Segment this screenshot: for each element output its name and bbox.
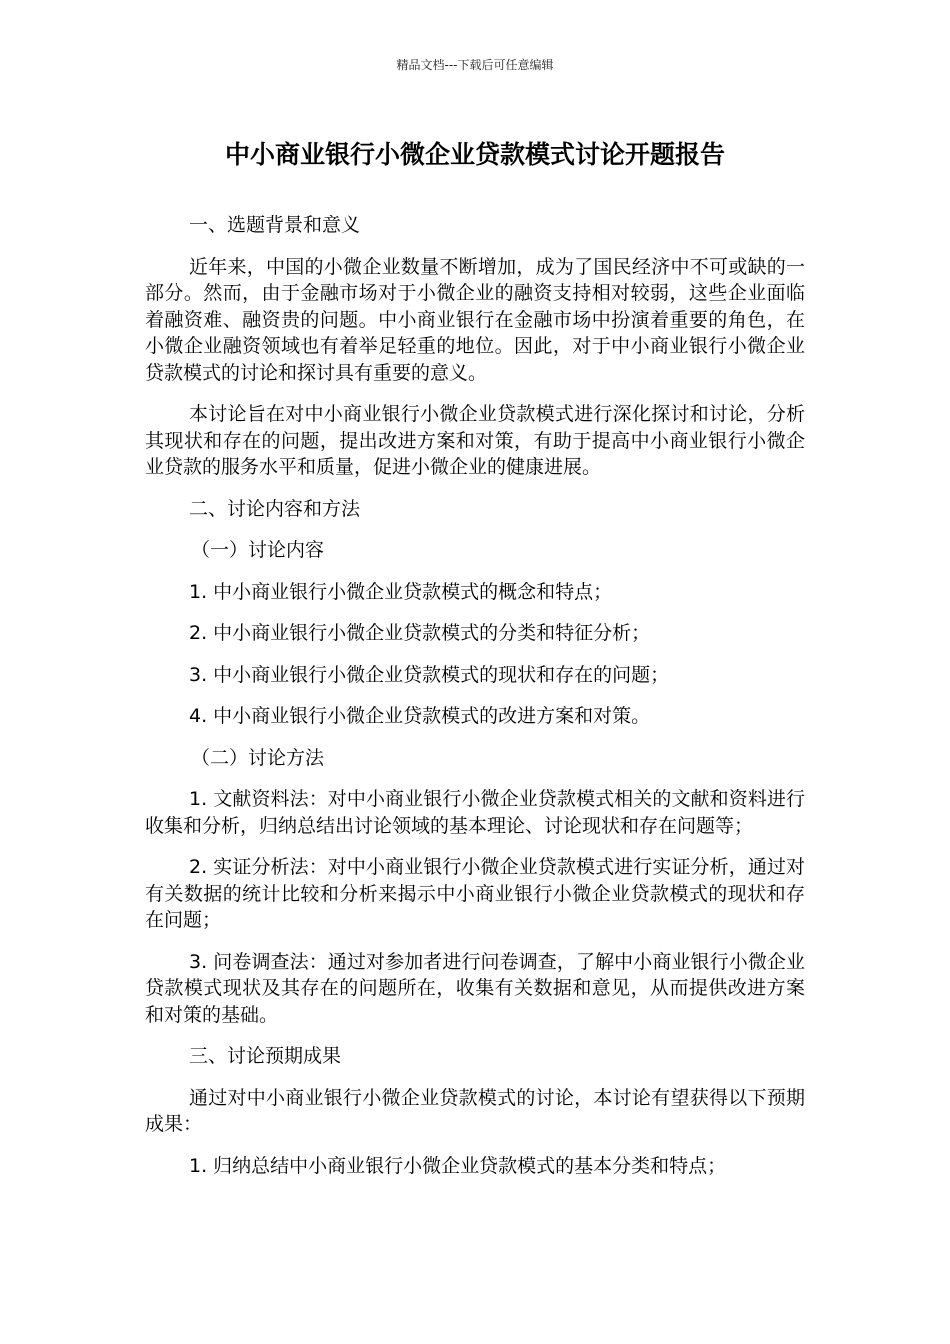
document-body: [145, 212, 805, 1194]
document-title: 中小商业银行小微企业贷款模式讨论开题报告: [224, 140, 725, 169]
list-item: 3. 中小商业银行小微企业贷款模式的现状和存在的问题；: [189, 663, 670, 686]
subsection-heading-content: （一）讨论内容: [191, 539, 325, 561]
section-heading-2: 二、讨论内容和方法: [189, 497, 361, 520]
list-item: 4. 中小商业银行小微企业贷款模式的改进方案和对策。: [189, 705, 651, 727]
list-item: 2. 中小商业银行小微企业贷款模式的分类和特征分析；: [189, 622, 651, 644]
subsection-heading-method: （二）讨论方法: [191, 746, 325, 769]
method-item: 1. 文献资料法：对中小商业银行小微企业贷款模式相关的文献和资料进行收集和分析，归纳总结出讨论领域的基本理论、讨论现状和存在问题等；: [145, 788, 805, 837]
page-header: 精品文档---下载后可任意编辑: [396, 58, 554, 72]
method-item: 3. 问卷调查法：通过对参加者进行问卷调查，了解中小商业银行小微企业贷款模式现状及其存在的问题所在，收集有关数据和意见，从而提供改进方案和对策的基础。: [145, 950, 805, 1026]
paragraph-expected: 通过对中小商业银行小微企业贷款模式的讨论，本讨论有望获得以下预期成果：: [145, 1086, 805, 1135]
list-item: 1. 归纳总结中小商业银行小微企业贷款模式的基本分类和特点；: [189, 1154, 727, 1177]
section-heading-3: 三、讨论预期成果: [189, 1045, 342, 1067]
paragraph-purpose: 本讨论旨在对中小商业银行小微企业贷款模式进行深化探讨和讨论，分析其现状和存在的问题，提出改进方案和对策，有助于提高中小商业银行小微企业贷款的服务水平和质量，促进小微企业的健康进展。: [145, 403, 805, 478]
section-heading-1: 一、选题背景和意义: [189, 214, 361, 236]
method-item: 2. 实证分析法：对中小商业银行小微企业贷款模式进行实证分析，通过对有关数据的统计比较和分析来揭示中小商业银行小微企业贷款模式的现状和存在问题；: [145, 856, 805, 931]
paragraph-background: 近年来，中国的小微企业数量不断增加，成为了国民经济中不可或缺的一部分。然而，由于金融市场对于小微企业的融资支持相对较弱，这些企业面临着融资难、融资贵的问题。中小商业银行在金融市场中扮演着重要的角色，在小微企业融资领域也有着举足轻重的地位。因此，对于中小商业银行小微企业贷款模式的讨论和探讨具有重要的意义。: [145, 255, 805, 384]
list-item: 1. 中小商业银行小微企业贷款模式的概念和特点；: [189, 580, 613, 603]
